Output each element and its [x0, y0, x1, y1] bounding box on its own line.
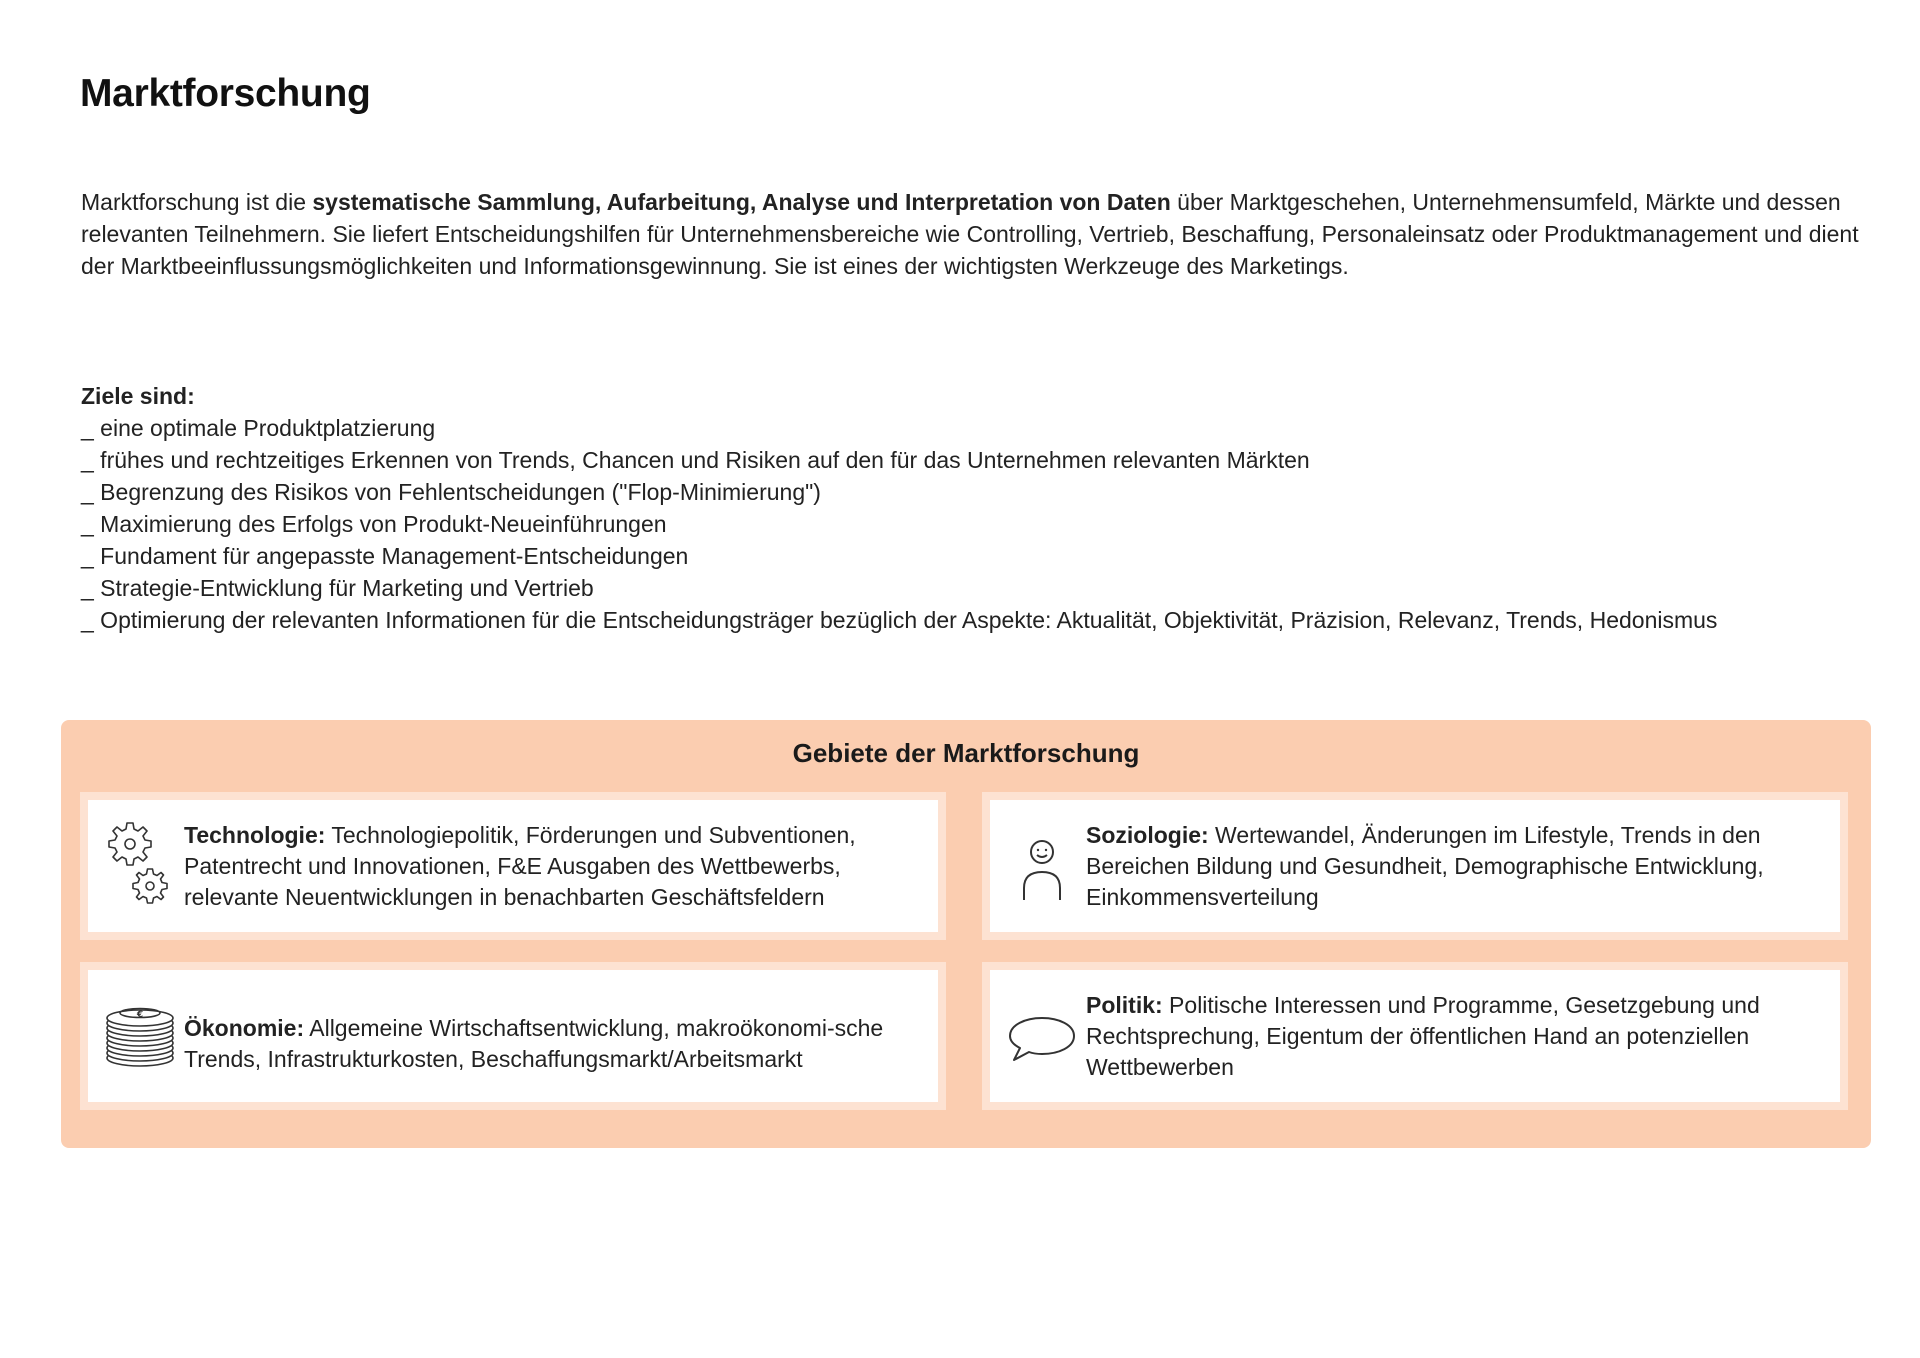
area-card-label: Ökonomie: [184, 1015, 305, 1041]
area-card-label: Politik: [1086, 992, 1163, 1018]
page-title: Marktforschung [80, 72, 371, 115]
goals-list [81, 412, 1881, 636]
area-card-text [184, 820, 924, 913]
gears-icon [102, 818, 178, 914]
intro-paragraph [81, 186, 1871, 282]
euro-symbol: € [136, 1010, 144, 1020]
area-card-description: Allgemeine Wirtschaftsentwicklung, makroökonomi-sche Trends, Infrastrukturkosten, Beschaffungsmarkt/Arbeitsmarkt [184, 1015, 884, 1072]
goal-item: _ Strategie-Entwicklung für Marketing und Vertrieb [81, 575, 594, 601]
intro-text-bold: systematische Sammlung, Aufarbeitung, Analyse und Interpretation von Daten [312, 189, 1171, 215]
area-card-technologie [88, 800, 938, 932]
intro-text-start: Marktforschung ist die [81, 189, 313, 215]
areas-panel [61, 720, 1871, 1148]
goal-item: _ eine optimale Produktplatzierung [81, 415, 436, 441]
area-card-label: Technologie: [184, 822, 326, 848]
area-card-description: Wertewandel, Änderungen im Lifestyle, Trends in den Bereichen Bildung und Gesundheit, Demographische Entwicklung, Einkommensverteilung [1086, 822, 1764, 910]
area-card-text [1086, 820, 1826, 913]
area-card-politik [990, 970, 1840, 1102]
area-card-oekonomie [88, 970, 938, 1102]
area-card-text [1086, 990, 1826, 1083]
goal-item: _ Begrenzung des Risikos von Fehlentscheidungen ("Flop-Minimierung") [81, 479, 821, 505]
euro-coins-icon [102, 988, 178, 1084]
area-card-description: Politische Interessen und Programme, Gesetzgebung und Rechtsprechung, Eigentum der öffentlichen Hand an potenziellen Wettbewerben [1086, 992, 1760, 1080]
goal-item: _ frühes und rechtzeitiges Erkennen von Trends, Chancen und Risiken auf den für das Unternehmen relevanten Märkten [81, 447, 1310, 473]
goal-item: _ Maximierung des Erfolgs von Produkt-Neueinführungen [81, 511, 667, 537]
area-card-description: Technologiepolitik, Förderungen und Subventionen, Patentrecht und Innovationen, F&E Ausgaben des Wettbewerbs, relevante Neuentwicklungen in benachbarten Geschäftsfeldern [184, 822, 856, 910]
goal-item: _ Fundament für angepasste Management-Entscheidungen [81, 543, 689, 569]
intro-text-end: über Marktgeschehen, Unternehmensumfeld, Märkte und dessen relevanten Teilnehmern. Sie liefert Entscheidungshilfen für Unternehmensbereiche wie Controlling, Vertrieb, Beschaffung, Personaleinsatz oder Produktmanagement und dient der Marktbeeinflussungsmöglichkeiten und Informationsgewinnung. Sie ist eines der wichtigsten Werkzeuge des Marketings. [81, 189, 1859, 279]
person-icon [1004, 818, 1080, 914]
goal-item: _ Optimierung der relevanten Informationen für die Entscheidungsträger bezüglich der Aspekte: Aktualität, Objektivität, Präzision, Relevanz, Trends, Hedonismus [81, 607, 1718, 633]
area-card-text [184, 1013, 924, 1075]
speech-bubble-icon [1004, 988, 1080, 1084]
goals-section [81, 380, 1881, 636]
area-card-soziologie [990, 800, 1840, 932]
goals-heading: Ziele sind: [81, 383, 195, 409]
area-card-label: Soziologie: [1086, 822, 1209, 848]
areas-panel-title: Gebiete der Marktforschung [792, 738, 1140, 768]
